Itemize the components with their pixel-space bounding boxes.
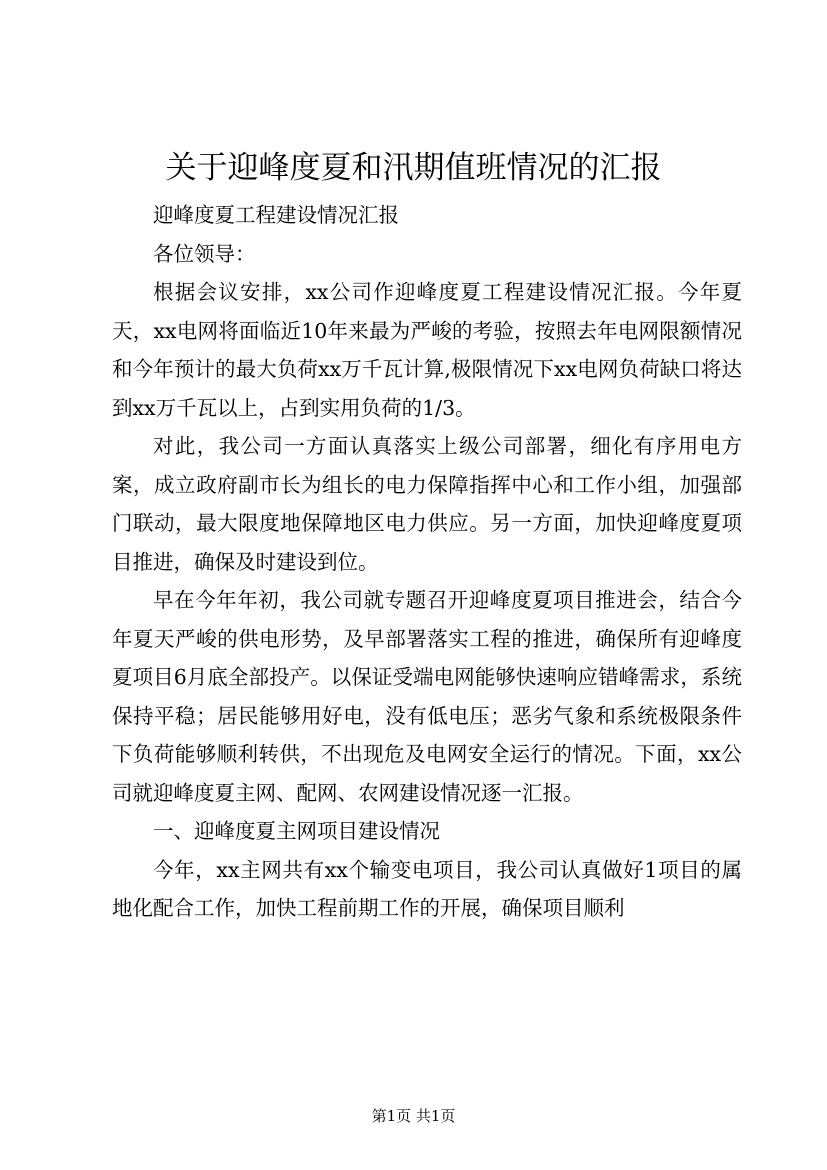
page-footer: 第1页 共1页 <box>371 1107 456 1125</box>
body-paragraph: 对此，我公司一方面认真落实上级公司部署，细化有序用电方案，成立政府副市长为组长的电力保障指挥中心和工作小组，加强部门联动，最大限度地保障地区电力供应。另一方面，加快迎峰度夏项目推进，确保及时建设到位。 <box>112 434 742 574</box>
document-body <box>112 196 742 928</box>
body-paragraph: 根据会议安排，xx公司作迎峰度夏工程建设情况汇报。今年夏天，xx电网将面临近10年来最为严峻的考验，按照去年电网限额情况和今年预计的最大负荷xx万千瓦计算,极限情况下xx电网负荷缺口将达到xx万千瓦以上，占到实用负荷的1/3。 <box>112 280 742 420</box>
body-paragraph: 今年，xx主网共有xx个输变电项目，我公司认真做好1项目的属地化配合工作，加快工程前期工作的开展，确保项目顺利 <box>112 857 742 920</box>
body-paragraph: 早在今年年初，我公司就专题召开迎峰度夏项目推进会，结合今年夏天严峻的供电形势，及早部署落实工程的推进，确保所有迎峰度夏项目6月底全部投产。以保证受端电网能够快速响应错峰需求，系统保持平稳；居民能够用好电，没有低电压；恶劣气象和系统极限条件下负荷能够顺利转供，不出现危及电网安全运行的情况。下面，xx公司就迎峰度夏主网、配网、农网建设情况逐一汇报。 <box>112 588 742 805</box>
section-heading: 一、迎峰度夏主网项目建设情况 <box>153 819 440 843</box>
subtitle-paragraph: 迎峰度夏工程建设情况汇报 <box>153 203 399 227</box>
document-title: 关于迎峰度夏和汛期值班情况的汇报 <box>165 150 662 186</box>
salutation-paragraph: 各位领导： <box>153 241 256 266</box>
